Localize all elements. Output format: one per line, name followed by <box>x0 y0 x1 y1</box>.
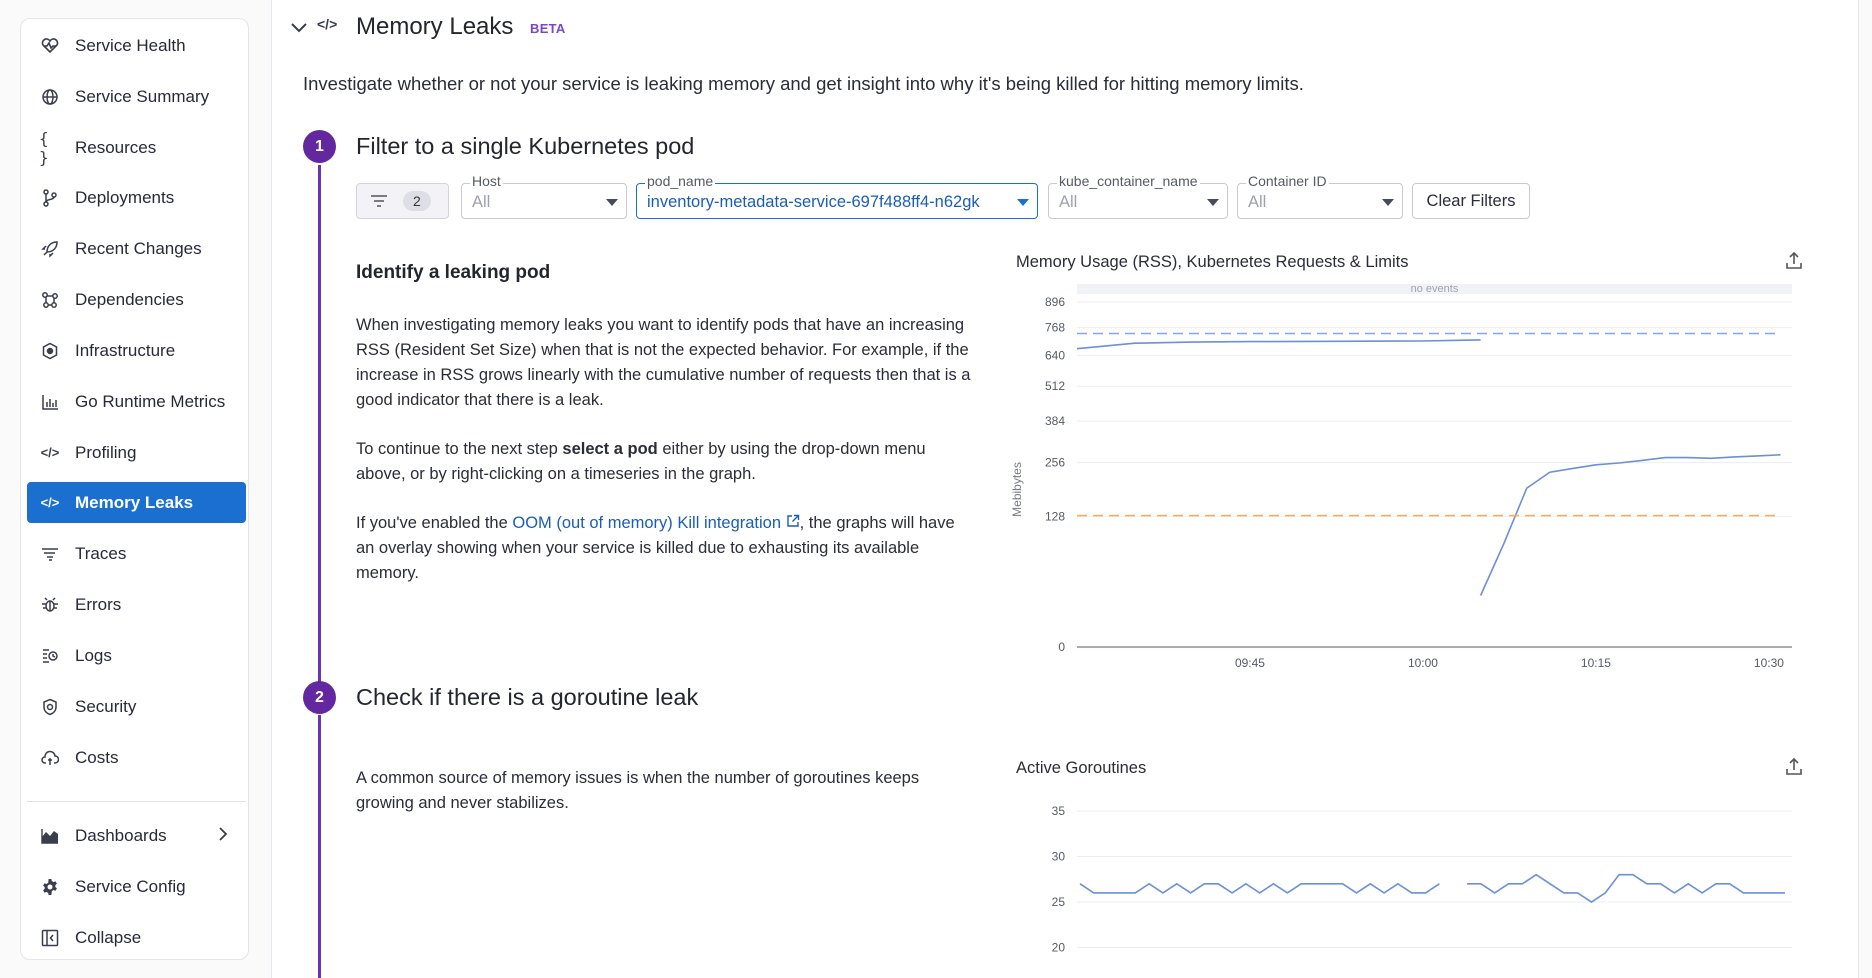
y-tick-label: 768 <box>1044 320 1065 335</box>
step-connector <box>318 715 321 978</box>
y-axis-label: Mebibytes <box>1010 462 1024 517</box>
caret-down-icon <box>1382 199 1394 206</box>
field-label: Container ID <box>1248 173 1327 189</box>
sidebar-item-label: Traces <box>75 543 127 563</box>
chevron-right-icon <box>218 825 228 846</box>
sidebar-item-resources[interactable] <box>27 127 246 168</box>
field-value: All <box>472 193 491 211</box>
filter-count-badge: 2 <box>403 191 431 211</box>
paragraph-goroutine: A common source of memory issues is when the number of goroutines keeps growing and never stabilizes. <box>356 769 920 812</box>
y-tick-label: 896 <box>1044 295 1065 309</box>
sidebar-item-dashboards[interactable] <box>27 815 246 856</box>
bold-text: select a pod <box>562 440 658 458</box>
sidebar-item-label: Memory Leaks <box>75 492 194 512</box>
caret-down-icon <box>1207 199 1219 206</box>
field-value: inventory-metadata-service-697f488ff4-n62gk <box>647 193 980 211</box>
intro-text: Investigate whether or not your service is leaking memory and get insight into why it's being killed for hitting memory limits. <box>303 73 1304 94</box>
rocket-icon <box>39 238 61 260</box>
sidebar-item-label: Resources <box>75 137 157 157</box>
sidebar-item-memory-leaks[interactable] <box>27 482 246 523</box>
field-value: All <box>1248 193 1267 211</box>
page-title: Memory Leaks <box>356 13 514 40</box>
y-tick-label: 384 <box>1044 414 1065 429</box>
sidebar-divider <box>27 801 246 802</box>
heartbeat-icon <box>39 35 61 57</box>
main-panel <box>271 0 1859 978</box>
sidebar-item-errors[interactable] <box>27 584 246 625</box>
sidebar-item-logs[interactable] <box>27 635 246 676</box>
sidebar-item-collapse[interactable] <box>27 917 246 958</box>
memory-chart-title: Memory Usage (RSS), Kubernetes Requests & Limits <box>1016 253 1409 271</box>
sidebar-item-label: Profiling <box>75 442 137 462</box>
y-tick-label: 0 <box>1058 640 1065 654</box>
text-span: To continue to the next step <box>356 440 563 458</box>
sidebar-item-profiling[interactable] <box>27 432 246 473</box>
x-tick-label: 09:45 <box>1234 656 1265 670</box>
y-tick-label: 20 <box>1051 940 1065 955</box>
host-filter-select[interactable] <box>461 173 627 219</box>
sidebar-item-label: Logs <box>75 645 112 665</box>
y-tick-label: 30 <box>1051 849 1065 864</box>
braces-icon: { } <box>39 128 49 167</box>
bar-chart-icon <box>39 391 61 413</box>
dashboard-icon <box>39 825 61 847</box>
sidebar-item-infrastructure[interactable] <box>27 330 246 371</box>
sidebar-item-label: Errors <box>75 594 122 614</box>
globe-icon <box>39 86 61 108</box>
container-id-filter-select[interactable] <box>1237 173 1403 219</box>
sidebar-item-service-health[interactable] <box>27 25 246 66</box>
memory-leak-icon: </> <box>317 16 338 32</box>
sidebar-item-label: Recent Changes <box>75 238 202 258</box>
sidebar-item-costs[interactable] <box>27 737 246 778</box>
clear-filters-button[interactable]: Clear Filters <box>1412 183 1530 219</box>
y-tick-label: 512 <box>1044 379 1065 394</box>
sidebar-item-label: Service Health <box>75 35 186 55</box>
active-goroutines-chart[interactable] <box>1007 790 1807 978</box>
y-tick-label: 640 <box>1044 348 1065 363</box>
pod-name-filter-select[interactable] <box>636 173 1038 219</box>
step-number-1: 1 <box>303 130 336 163</box>
external-link-icon <box>786 514 800 532</box>
dependency-graph-icon <box>39 289 61 311</box>
oom-integration-link[interactable] <box>512 514 799 532</box>
sidebar-item-service-config[interactable] <box>27 866 246 907</box>
text-span: either by using the drop-down menu above, or by right-clicking on a timeseries in the graph. <box>356 440 926 483</box>
y-tick-label: 128 <box>1044 509 1065 524</box>
series-line-0 <box>1077 340 1481 349</box>
bug-icon <box>39 594 61 616</box>
x-tick-label: 10:30 <box>1753 656 1784 670</box>
beta-badge: BETA <box>530 21 566 36</box>
y-tick-label: 35 <box>1051 804 1065 818</box>
step-number-2: 2 <box>303 681 336 714</box>
y-tick-label: 256 <box>1044 455 1065 470</box>
hexagon-icon <box>39 340 61 362</box>
export-icon[interactable] <box>1784 757 1806 779</box>
paragraph-select-pod <box>356 437 976 487</box>
sidebar <box>20 18 249 960</box>
profiling-icon: </> <box>40 445 60 460</box>
chevron-down-icon[interactable] <box>288 16 310 38</box>
x-tick-label: 10:15 <box>1580 656 1611 670</box>
link-text: OOM (out of memory) Kill integration <box>512 514 782 532</box>
sidebar-item-traces[interactable] <box>27 533 246 574</box>
field-label: kube_container_name <box>1059 173 1198 189</box>
field-label: pod_name <box>647 173 714 189</box>
collapse-icon <box>39 927 61 949</box>
sidebar-item-label: Costs <box>75 747 119 767</box>
text-span: , the graphs will have an overlay showing when your service is killed due to exhausting its available memory. <box>356 514 955 582</box>
gear-icon <box>39 876 61 898</box>
step-2-title: Check if there is a goroutine leak <box>356 684 699 710</box>
sidebar-item-label: Go Runtime Metrics <box>75 391 226 411</box>
section-subheading: Identify a leaking pod <box>356 262 551 283</box>
sidebar-item-label: Dependencies <box>75 289 184 309</box>
shield-icon <box>39 696 61 718</box>
sidebar-item-label: Deployments <box>75 187 175 207</box>
kube-container-name-filter-select[interactable] <box>1048 173 1228 219</box>
memory-usage-chart[interactable] <box>1007 282 1807 682</box>
sidebar-item-deployments[interactable] <box>27 177 246 218</box>
sidebar-item-security[interactable] <box>27 686 246 727</box>
sidebar-item-go-runtime-metrics[interactable] <box>27 381 246 422</box>
field-label: Host <box>472 173 501 189</box>
series-line <box>1080 875 1785 902</box>
events-label: no events <box>1410 283 1459 295</box>
sidebar-item-recent-changes[interactable] <box>27 228 246 269</box>
caret-down-icon <box>1017 199 1029 206</box>
sidebar-item-label: Service Config <box>75 876 186 896</box>
series-line-1 <box>1481 455 1781 596</box>
caret-down-icon <box>606 199 618 206</box>
paragraph-identify: When investigating memory leaks you want to identify pods that have an increasing RSS (Resident Set Size) when that is not the expected behavior. For example, if the increase in RSS grows linearly with the cumulative number of requests then that is a good indicator that there is a leak. <box>356 316 971 409</box>
y-tick-label: 25 <box>1051 895 1065 909</box>
traces-icon <box>39 543 61 565</box>
sidebar-item-label: Service Summary <box>75 86 210 106</box>
filter-toggle-button[interactable] <box>356 183 449 219</box>
export-icon[interactable] <box>1784 251 1806 273</box>
step-connector <box>318 165 321 685</box>
paragraph-oom <box>356 511 976 586</box>
filter-icon <box>369 193 389 209</box>
logs-icon <box>39 645 61 667</box>
sidebar-item-label: Collapse <box>75 927 142 947</box>
x-tick-label: 10:00 <box>1407 656 1438 670</box>
goroutine-chart-title: Active Goroutines <box>1016 759 1147 777</box>
cloud-cost-icon <box>39 747 61 769</box>
sidebar-item-service-summary[interactable] <box>27 76 246 117</box>
sidebar-item-label: Security <box>75 696 137 716</box>
sidebar-item-dependencies[interactable] <box>27 279 246 320</box>
field-value: All <box>1059 193 1078 211</box>
memory-leak-icon: </> <box>40 495 60 510</box>
sidebar-item-label: Dashboards <box>75 825 167 845</box>
sidebar-item-label: Infrastructure <box>75 340 176 360</box>
branch-icon <box>39 187 61 209</box>
step-1-title: Filter to a single Kubernetes pod <box>356 133 695 159</box>
text-span: If you've enabled the <box>356 514 513 532</box>
